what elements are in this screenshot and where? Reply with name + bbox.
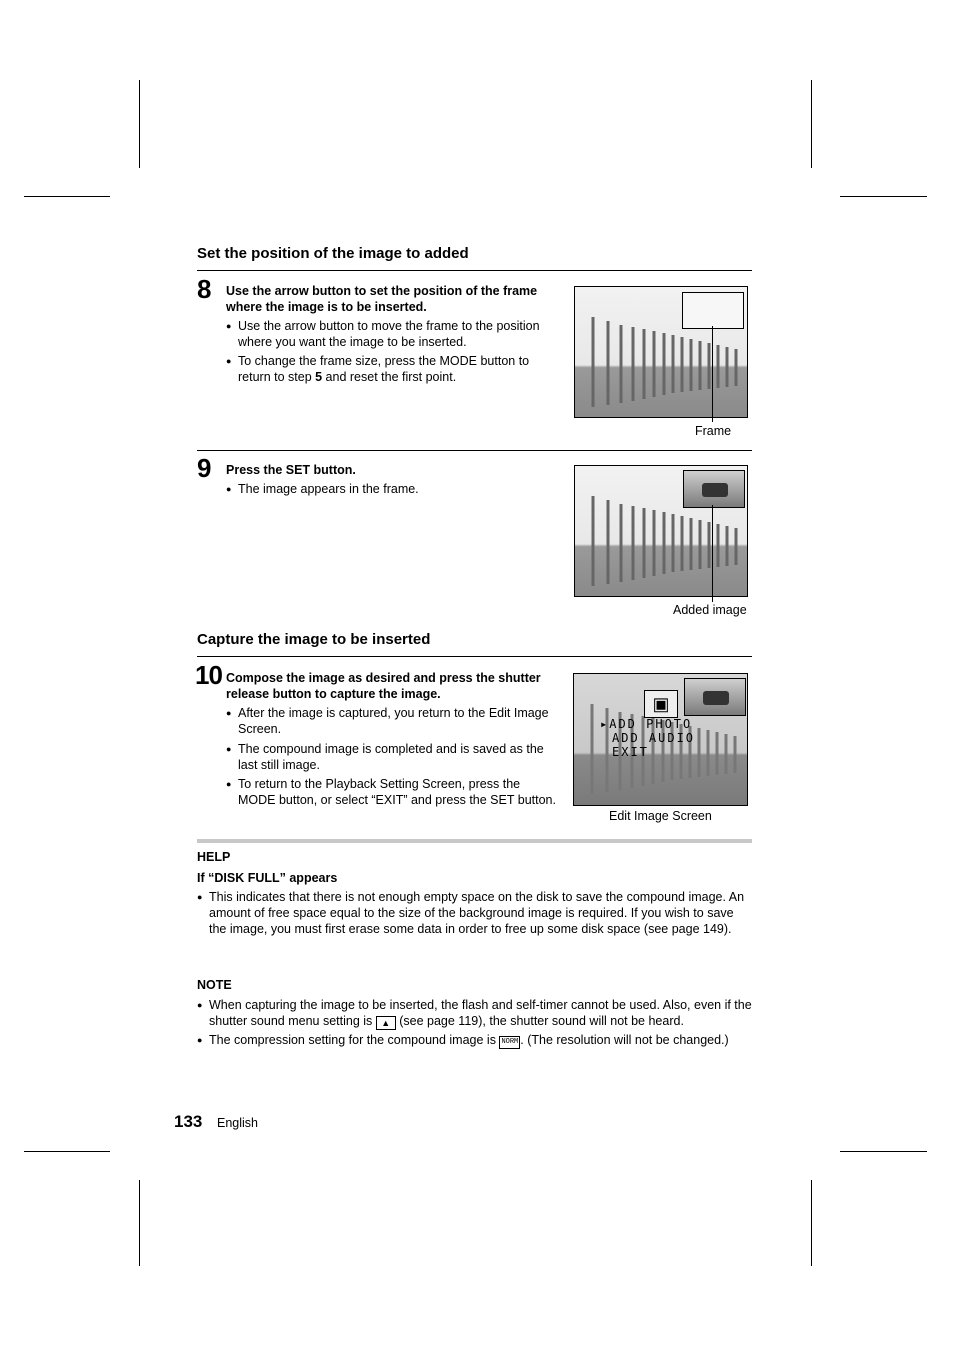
- step-heading: Compose the image as desired and press the shutter release button to capture the image.: [226, 671, 541, 701]
- menu-item-add-photo[interactable]: ▸ADD PHOTO: [600, 717, 693, 731]
- step-rule: [197, 450, 752, 451]
- bullet-step-ref: 5: [315, 370, 323, 384]
- crop-mark: [24, 1151, 110, 1152]
- note-text: The compression setting for the compound image is: [209, 1033, 500, 1047]
- help-divider: [197, 839, 752, 843]
- step-heading: Use the arrow button to set the position of the frame where the image is to be inserted.: [226, 284, 538, 314]
- note-text: When capturing the image to be inserted, the flash and self-timer cannot be used. Also, even if the shutter sound menu setting is: [209, 998, 752, 1028]
- crop-mark: [840, 1151, 927, 1152]
- vehicle-shape: [702, 483, 728, 497]
- note-bullet: [197, 997, 752, 1030]
- inserted-image: [683, 470, 745, 508]
- bullet-text: and reset the first point.: [322, 370, 457, 384]
- step-number: 10: [195, 660, 222, 690]
- camera-add-icon: ▣: [644, 690, 678, 718]
- menu-item-exit[interactable]: EXIT: [612, 745, 649, 759]
- step-bullet: ● To return to the Playback Setting Screen, press the MODE button, or select “EXIT” and press the SET button.: [226, 776, 556, 808]
- help-bullet: ● This indicates that there is not enough empty space on the disk to save the compound image. An amount of free space equal to the size of the background image is required. If you wish to save the image, you must first erase some data in order to free up some disk space (see page 149).: [197, 889, 752, 937]
- screen-menu: [600, 717, 695, 759]
- edit-screen-caption: Edit Image Screen: [609, 809, 712, 823]
- section-title: Capture the image to be inserted: [197, 631, 431, 648]
- section-rule: [197, 656, 752, 657]
- note-bullet: [197, 1032, 752, 1049]
- inserted-image: [684, 678, 746, 716]
- frame-caption: Frame: [695, 424, 732, 438]
- crop-mark: [811, 1180, 812, 1266]
- crop-mark: [811, 80, 812, 168]
- step-bullet: ● The compound image is completed and is saved as the last still image.: [226, 741, 556, 773]
- section-title: Set the position of the image to added: [197, 245, 469, 262]
- insert-frame: [682, 292, 744, 329]
- step-heading: Press the SET button.: [226, 463, 356, 477]
- menu-item-add-audio[interactable]: ADD AUDIO: [612, 731, 696, 745]
- norm-compression-icon: NORM: [499, 1036, 520, 1049]
- shutter-sound-off-icon: ▲: [376, 1016, 396, 1030]
- callout-line: [712, 326, 713, 422]
- help-label: HELP: [197, 850, 231, 864]
- vehicle-shape: [703, 691, 729, 705]
- section-rule: [197, 270, 752, 271]
- step-bullet: ● Use the arrow button to move the frame to the position where you want the image to be inserted.: [226, 318, 556, 350]
- bullet-text: To change the frame size, press the MODE button to return to step: [238, 354, 530, 384]
- crop-mark: [139, 80, 140, 168]
- step-bullet: ● The image appears in the frame.: [226, 481, 556, 497]
- page-number: 133: [174, 1112, 203, 1131]
- note-text: (see page 119), the shutter sound will not be heard.: [395, 1014, 684, 1028]
- step-number: 9: [197, 453, 211, 483]
- note-label: NOTE: [197, 978, 232, 992]
- added-image-caption: Added image: [673, 603, 747, 617]
- step-number: 8: [197, 274, 211, 304]
- help-subhead: If “DISK FULL” appears: [197, 871, 338, 885]
- added-image-photo: [574, 465, 748, 597]
- step-bullet: [226, 353, 556, 385]
- note-text: . (The resolution will not be changed.): [520, 1033, 729, 1047]
- footer-language: English: [217, 1116, 258, 1130]
- crop-mark: [840, 196, 927, 197]
- crop-mark: [24, 196, 110, 197]
- callout-line: [712, 505, 713, 602]
- edit-image-screen: [573, 673, 748, 806]
- crop-mark: [139, 1180, 140, 1266]
- step-bullet: ● After the image is captured, you return to the Edit Image Screen.: [226, 705, 556, 737]
- frame-photo: [574, 286, 748, 418]
